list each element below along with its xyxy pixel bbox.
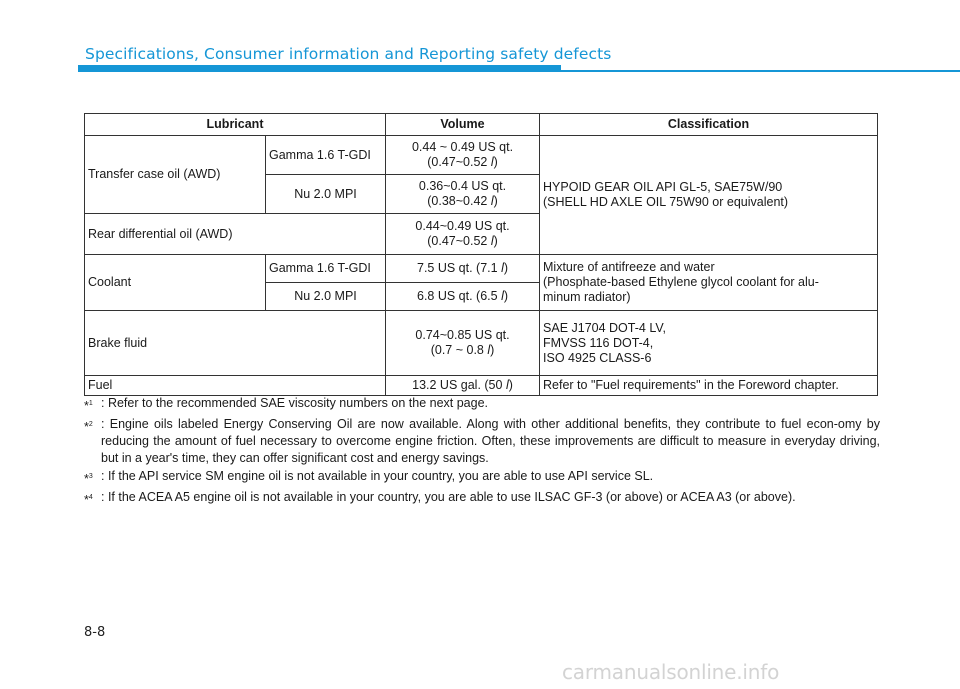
classification-line: minum radiator) — [543, 290, 631, 304]
classification-line: SAE J1704 DOT-4 LV, — [543, 320, 667, 335]
volume-line: 0.44~0.49 US qt. — [415, 219, 510, 233]
lubricant-name: Fuel — [85, 376, 386, 396]
close-paren: ) — [493, 194, 498, 208]
volume-line — [389, 155, 536, 170]
footnote-item — [84, 489, 880, 509]
close-paren: ) — [503, 289, 509, 303]
engine-name: Gamma 1.6 T-GDI — [266, 255, 386, 283]
liter-symbol: l — [490, 155, 494, 169]
volume-cell — [386, 175, 540, 214]
lubricant-name: Coolant — [85, 255, 266, 311]
volume-cell — [386, 136, 540, 175]
volume-line — [389, 343, 536, 358]
footnote-mark — [84, 416, 101, 467]
volume-text: 7.5 US qt. (7.1 — [417, 261, 502, 275]
table-row — [85, 136, 878, 175]
footnote-mark — [84, 489, 101, 509]
volume-cell — [386, 214, 540, 255]
volume-cell — [386, 311, 540, 376]
footnote-item — [84, 395, 880, 415]
header-classification: Classification — [540, 114, 878, 136]
footnote-asterisk: * — [84, 493, 89, 507]
section-title-bar — [78, 65, 561, 72]
volume-line — [389, 194, 536, 209]
footnote-item — [84, 416, 880, 467]
volume-cell — [386, 283, 540, 311]
close-paren: ) — [490, 343, 495, 357]
classification-line: (Phosphate-based Ethylene glycol coolant for alu- — [543, 275, 819, 289]
close-paren: ) — [508, 378, 513, 392]
liter-symbol: l — [505, 378, 509, 392]
page-number: 8-8 — [84, 625, 106, 640]
footnote-asterisk: * — [84, 472, 89, 486]
classification-line: HYPOID GEAR OIL API GL-5, SAE75W/90 — [543, 180, 783, 194]
footnote-text: : If the API service SM engine oil is not available in your country, you are able to use API service SL. — [101, 469, 654, 483]
footnote-item — [84, 468, 880, 488]
section-divider-line — [560, 70, 960, 72]
liter-symbol: l — [490, 194, 494, 208]
volume-text: (0.47~0.52 — [427, 234, 491, 248]
volume-line: 0.36~0.4 US qt. — [418, 179, 507, 193]
footnote-mark — [84, 395, 101, 415]
volume-text: (0.7 ~ 0.8 — [430, 343, 488, 357]
classification-cell — [540, 311, 878, 376]
footnote-number: 3 — [88, 473, 93, 480]
footnotes — [84, 395, 880, 510]
classification-line: FMVSS 116 DOT-4, — [543, 335, 654, 350]
footnote-asterisk: * — [84, 420, 89, 434]
engine-name: Nu 2.0 MPI — [266, 283, 386, 311]
close-paren: ) — [493, 155, 498, 169]
volume-line: 0.44 ~ 0.49 US qt. — [411, 140, 514, 154]
liter-symbol: l — [501, 261, 504, 275]
watermark: carmanualsonline.info — [562, 660, 780, 684]
volume-text: (0.38~0.42 — [427, 194, 491, 208]
classification-line: Mixture of antifreeze and water — [543, 260, 715, 274]
classification-line: (SHELL HD AXLE OIL 75W90 or equivalent) — [543, 195, 789, 209]
table-row — [85, 255, 878, 283]
table-header-row — [85, 114, 878, 136]
footnote-asterisk: * — [84, 399, 89, 413]
section-title: Specifications, Consumer information and Reporting safety defects — [85, 45, 612, 63]
footnote-number: 4 — [88, 494, 93, 501]
footnote-text: : If the ACEA A5 engine oil is not available in your country, you are able to use ILSAC GF-3 (or above) or ACEA A3 (or above). — [101, 490, 796, 504]
volume-cell — [386, 376, 540, 396]
volume-line: 0.74~0.85 US qt. — [415, 328, 510, 342]
volume-cell — [386, 255, 540, 283]
lubricant-spec-table — [84, 113, 878, 396]
liter-symbol: l — [490, 234, 494, 248]
liter-symbol: l — [501, 289, 504, 303]
volume-text: (0.47~0.52 — [427, 155, 491, 169]
engine-name: Nu 2.0 MPI — [266, 175, 386, 214]
classification-line: ISO 4925 CLASS-6 — [543, 350, 652, 365]
header-volume: Volume — [386, 114, 540, 136]
table-row — [85, 311, 878, 376]
engine-name: Gamma 1.6 T-GDI — [266, 136, 386, 175]
footnote-number: 2 — [88, 421, 93, 428]
close-paren: ) — [503, 261, 509, 275]
classification-cell: Refer to "Fuel requirements" in the Foreword chapter. — [540, 376, 878, 396]
volume-text: 6.8 US qt. (6.5 — [417, 289, 502, 303]
header-lubricant: Lubricant — [85, 114, 386, 136]
liter-symbol: l — [487, 343, 491, 357]
footnote-number: 1 — [88, 400, 93, 407]
classification-cell — [540, 255, 878, 311]
volume-text: 13.2 US gal. (50 — [412, 378, 506, 392]
classification-cell — [540, 136, 878, 255]
volume-line — [389, 234, 536, 249]
table-row — [85, 376, 878, 396]
lubricant-name: Rear differential oil (AWD) — [85, 214, 386, 255]
footnote-mark — [84, 468, 101, 488]
footnote-text: : Engine oils labeled Energy Conserving Oil are now available. Along with other additional benefits, they contribute to fuel econ-omy by reducing the amount of fuel necessary to overcome engine friction. Often, these improvements are difficult to measure in everyday driving, but in a year's time, they can offer significant cost and energy savings. — [101, 417, 880, 465]
lubricant-name: Brake fluid — [85, 311, 386, 376]
close-paren: ) — [493, 234, 498, 248]
footnote-text: : Refer to the recommended SAE viscosity numbers on the next page. — [101, 396, 489, 410]
lubricant-name: Transfer case oil (AWD) — [85, 136, 266, 214]
